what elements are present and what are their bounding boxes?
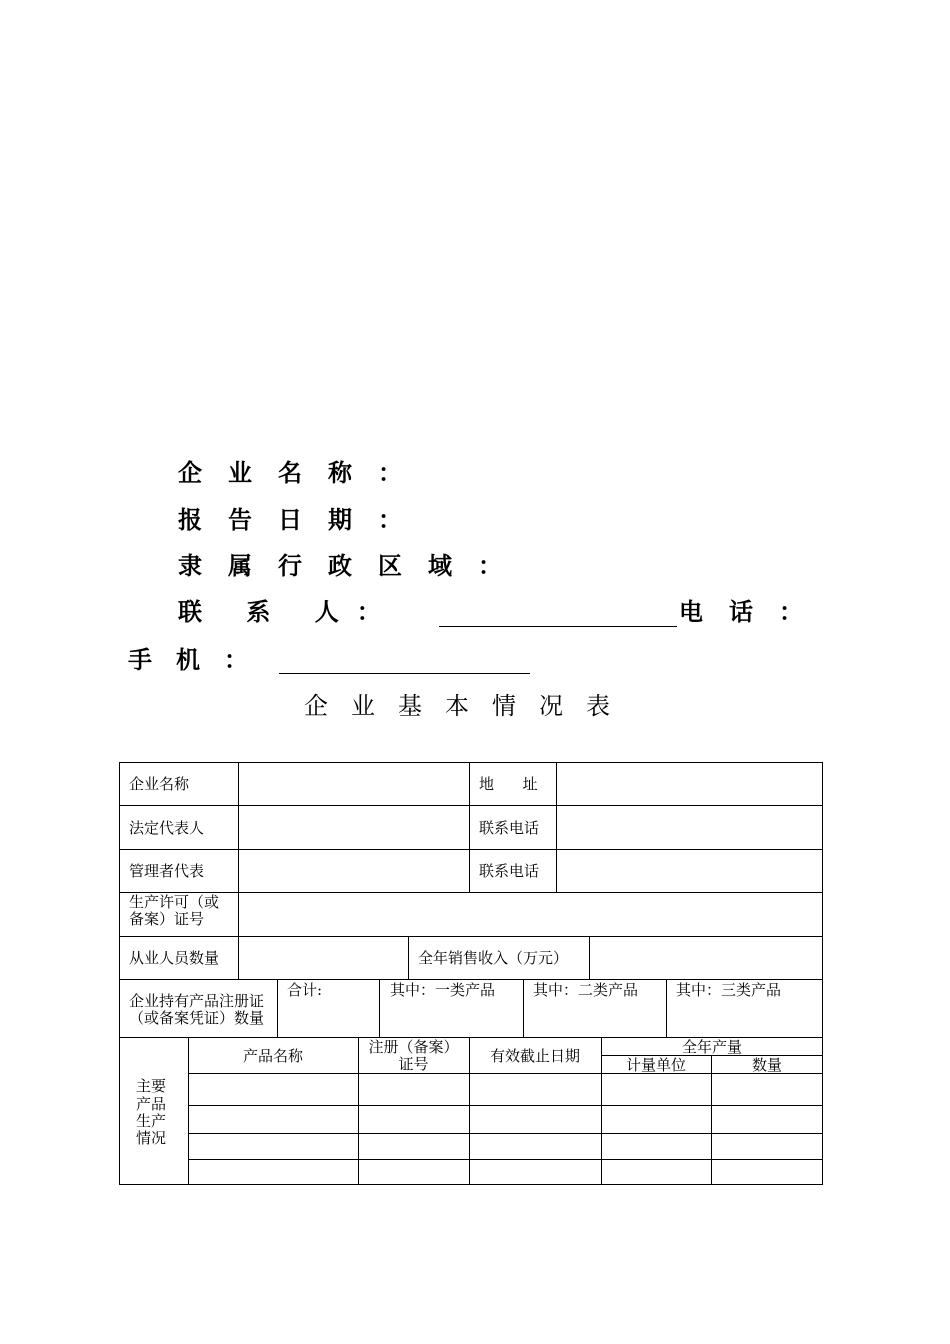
class2-cell: 其中：二类产品	[533, 981, 639, 999]
main-products-line4: 情况	[136, 1129, 167, 1147]
reg-count-line2: （或备案凭证）数量	[129, 1009, 265, 1027]
form-title: 企业基本情况表	[304, 692, 633, 720]
contact-underline	[439, 626, 677, 627]
total-cell: 合计:	[287, 981, 323, 999]
admin-region-label: 隶属行政区域：	[178, 552, 528, 580]
reg-no-header-line2: 证号	[398, 1055, 429, 1073]
main-products-line2: 产品	[136, 1095, 167, 1113]
mobile-label: 手机：	[128, 646, 272, 674]
legal-phone-cell: 联系电话	[479, 819, 540, 837]
mgmt-rep-cell: 管理者代表	[129, 862, 205, 880]
unit-header: 计量单位	[625, 1056, 686, 1074]
mobile-underline	[279, 673, 530, 674]
legal-rep-cell: 法定代表人	[129, 819, 205, 837]
class3-cell: 其中：三类产品	[676, 981, 782, 999]
product-name-header: 产品名称	[242, 1047, 303, 1065]
main-products-line1: 主要	[136, 1077, 167, 1095]
company-name-cell: 企业名称	[129, 775, 190, 793]
phone-label: 电话：	[679, 598, 829, 626]
license-cell-line1: 生产许可（或	[129, 893, 220, 911]
company-name-label: 企业名称：	[178, 459, 428, 487]
reg-count-line1: 企业持有产品注册证	[129, 992, 265, 1010]
staff-count-cell: 从业人员数量	[129, 949, 220, 967]
annual-sales-cell: 全年销售收入（万元）	[418, 949, 569, 967]
annual-output-header: 全年产量	[681, 1038, 742, 1056]
quantity-header: 数量	[751, 1056, 782, 1074]
address-cell: 地 址	[479, 775, 538, 793]
contact-label: 联 系 人：	[178, 598, 399, 626]
main-products-line3: 生产	[136, 1112, 167, 1130]
class1-cell: 其中：一类产品	[390, 981, 496, 999]
company-info-table	[119, 762, 823, 1185]
reg-no-header-line1: 注册（备案）	[368, 1038, 459, 1056]
mgmt-phone-cell: 联系电话	[479, 862, 540, 880]
report-date-label: 报告日期：	[178, 506, 428, 534]
license-cell-line2: 备案）证号	[129, 910, 205, 928]
valid-until-header: 有效截止日期	[489, 1047, 580, 1065]
